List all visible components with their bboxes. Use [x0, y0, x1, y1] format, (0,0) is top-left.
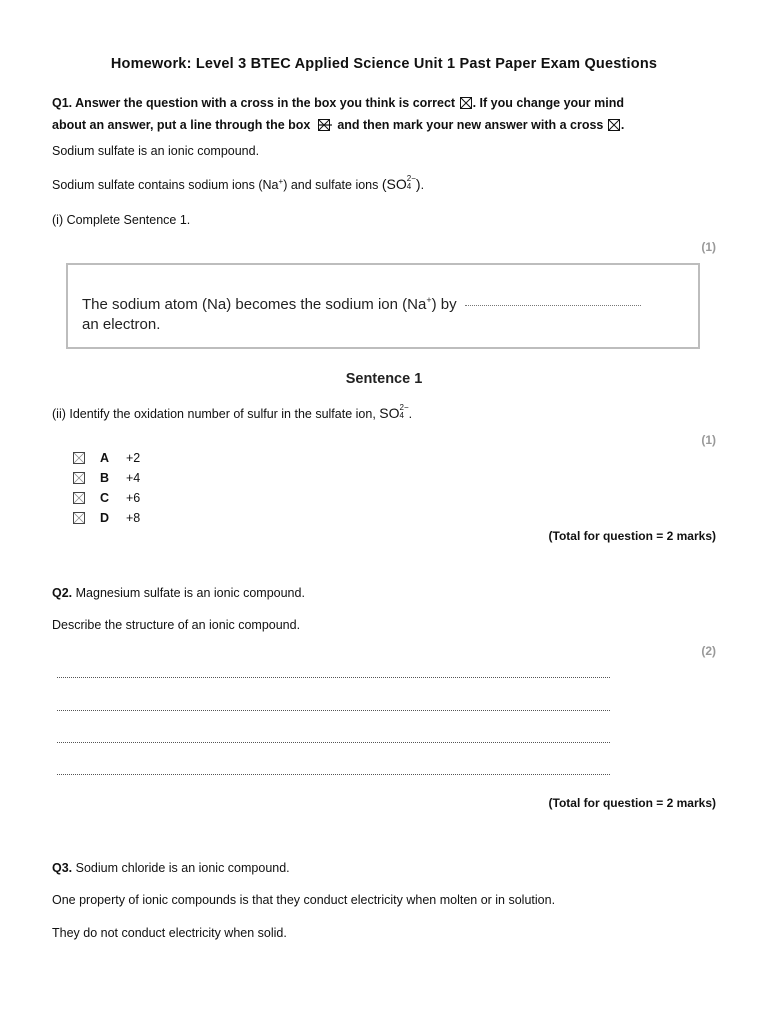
q1-line2: Sodium sulfate contains sodium ions (Na+) and sulfate ions (SO2− 4 ).: [52, 174, 425, 192]
q1-line2-mid: ) and sulfate ions: [283, 178, 379, 192]
q1-instr-text-4: and then mark your new answer with a cross: [337, 118, 604, 132]
sentence-1-box: [66, 263, 700, 349]
q2-total: (Total for question = 2 marks): [548, 796, 716, 810]
q1-total: (Total for question = 2 marks): [548, 529, 716, 543]
answer-box-icon[interactable]: [73, 472, 85, 484]
answer-box-icon[interactable]: [73, 512, 85, 524]
q3-line3: They do not conduct electricity when solid.: [52, 926, 287, 940]
option-b[interactable]: B +4: [72, 471, 86, 485]
na-charge: +: [278, 176, 284, 186]
answer-box-icon[interactable]: [73, 452, 85, 464]
option-a[interactable]: A +2: [72, 451, 86, 465]
sulfate-formula-ii: SO2− 4: [379, 403, 409, 421]
q1-instr-text-3: about an answer, put a line through the box: [52, 118, 311, 132]
sentence-1-caption: Sentence 1: [345, 371, 423, 387]
sentence-1-answer-blank[interactable]: [465, 304, 641, 306]
crossed-box-icon: [460, 97, 472, 109]
q1-part-i: (i) Complete Sentence 1.: [52, 213, 191, 227]
q1-line1: Sodium sulfate is an ionic compound.: [52, 144, 260, 158]
struck-crossed-box-icon: [318, 119, 330, 131]
answer-line[interactable]: [57, 742, 610, 743]
sentence-1-text: The sodium atom (Na) becomes the sodium ion (Na+) by an electron.: [82, 290, 641, 335]
q1-instr-text-5: .: [620, 118, 625, 132]
q1-part-ii: (ii) Identify the oxidation number of sulfur in the sulfate ion, SO2− 4 .: [52, 403, 413, 421]
option-d[interactable]: D +8: [72, 511, 86, 525]
q3-line1: Q3. Sodium chloride is an ionic compound.: [52, 861, 290, 875]
answer-line[interactable]: [57, 710, 610, 711]
q1-line2-text: Sodium sulfate contains sodium ions (Na: [52, 178, 279, 192]
q3-line2: One property of ionic compounds is that they conduct electricity when molten or in solution.: [52, 893, 556, 907]
q2-marks: (2): [701, 644, 716, 658]
page-title: Homework: Level 3 BTEC Applied Science Unit 1 Past Paper Exam Questions: [110, 56, 658, 72]
q1-part-ii-marks: (1): [701, 433, 716, 447]
q2-line1: Q2. Magnesium sulfate is an ionic compound.: [52, 586, 305, 600]
q1-instructions-line2: [52, 118, 624, 132]
q1-instructions-line1: [52, 96, 624, 110]
q1-instr-text-1: Q1. Answer the question with a cross in the box you think is correct: [52, 96, 456, 110]
answer-line[interactable]: [57, 677, 610, 678]
answer-line[interactable]: [57, 774, 610, 775]
q1-instr-text-2: . If you change your mind: [472, 96, 624, 110]
q2-line2: Describe the structure of an ionic compound.: [52, 618, 301, 632]
option-c[interactable]: C +6: [72, 491, 86, 505]
q1-part-i-marks: (1): [701, 240, 716, 254]
crossed-box-icon: [608, 119, 620, 131]
sulfate-formula: (SO2− 4 ): [381, 174, 421, 192]
answer-box-icon[interactable]: [73, 492, 85, 504]
